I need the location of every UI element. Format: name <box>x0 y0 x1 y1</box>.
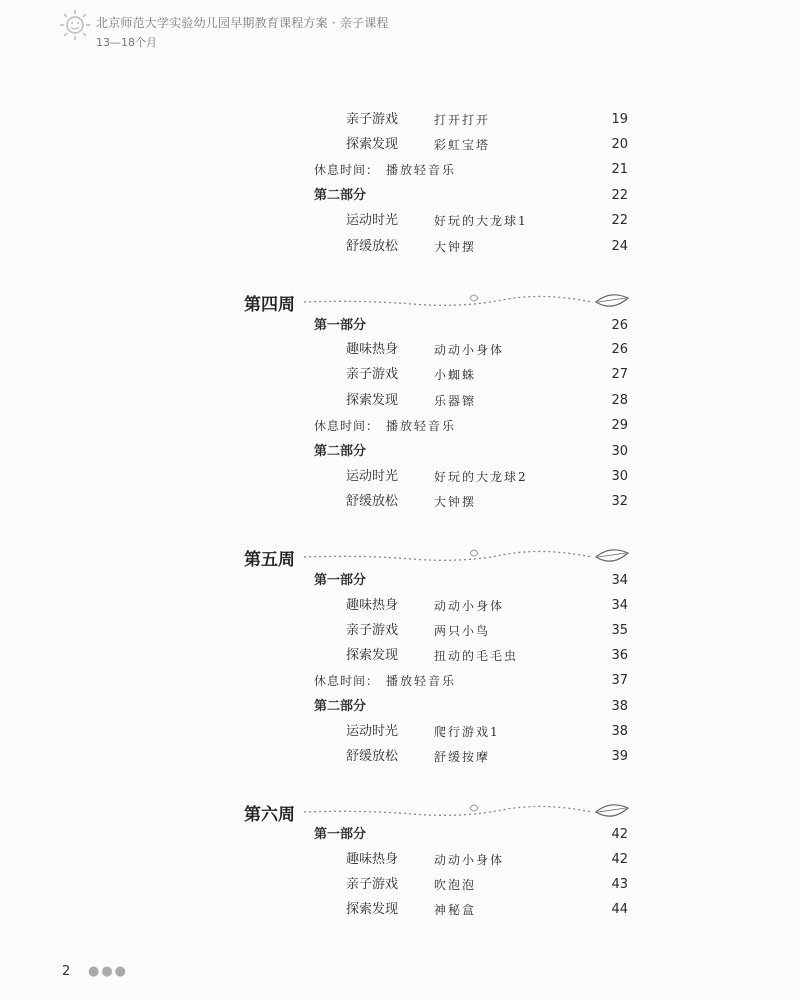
toc-row[interactable] <box>0 620 800 642</box>
toc-row-page: 34 <box>611 598 628 613</box>
week-heading <box>244 543 634 573</box>
toc-row-category: 运动时光 <box>346 213 399 228</box>
toc-row-title: 扭动的毛毛虫 <box>434 649 519 663</box>
toc-part-heading: 第二部分 <box>314 188 367 203</box>
toc-row[interactable] <box>0 159 800 181</box>
toc-row[interactable] <box>0 134 800 156</box>
toc-row-title: 爬行游戏1 <box>434 725 500 739</box>
toc-row-page: 21 <box>611 162 628 177</box>
toc-row-title: 动动小身体 <box>434 599 505 613</box>
toc-row-category: 运动时光 <box>346 469 399 484</box>
toc-row[interactable] <box>0 441 800 463</box>
toc-row-title: 动动小身体 <box>434 853 505 867</box>
toc-row-page: 38 <box>611 724 628 739</box>
toc-row-category: 探索发现 <box>346 393 399 408</box>
toc-row-category: 探索发现 <box>346 137 399 152</box>
dotted-vine-leaf-icon <box>302 290 634 312</box>
toc-row-title: 神秘盒 <box>434 903 477 917</box>
toc-row[interactable] <box>0 185 800 207</box>
toc-row-category: 亲子游戏 <box>346 877 399 892</box>
toc-row-title: 乐器镲 <box>434 394 477 408</box>
toc-row[interactable] <box>0 466 800 488</box>
toc-row-title: 好玩的大龙球2 <box>434 470 528 484</box>
toc-part-heading: 第一部分 <box>314 318 367 333</box>
header-title: 北京师范大学实验幼儿园早期教育课程方案 · 亲子课程 <box>96 16 389 30</box>
toc-row-category: 趣味热身 <box>346 342 399 357</box>
toc-row-category: 趣味热身 <box>346 852 399 867</box>
toc-row[interactable] <box>0 721 800 743</box>
toc-row-category: 亲子游戏 <box>346 112 399 127</box>
toc-row-category: 亲子游戏 <box>346 367 399 382</box>
toc-row[interactable] <box>0 109 800 131</box>
toc-row-page: 43 <box>611 877 628 892</box>
toc-part-heading: 第一部分 <box>314 827 367 842</box>
toc-row-category: 舒缓放松 <box>346 494 399 509</box>
toc-row[interactable] <box>0 415 800 437</box>
toc-part-heading: 第一部分 <box>314 573 367 588</box>
toc-row-title: 播放轻音乐 <box>386 163 457 177</box>
toc-row[interactable] <box>0 339 800 361</box>
toc-row[interactable] <box>0 824 800 846</box>
toc-row-category: 探索发现 <box>346 648 399 663</box>
toc-row-category: 休息时间： <box>314 163 380 177</box>
toc-row[interactable] <box>0 491 800 513</box>
toc-row-page: 30 <box>611 444 628 459</box>
footer-dots-icon: ●●● <box>88 964 129 979</box>
toc-row-title: 舒缓按摩 <box>434 750 491 764</box>
toc-part-heading: 第二部分 <box>314 444 367 459</box>
toc-row[interactable] <box>0 236 800 258</box>
toc-row-title: 打开打开 <box>434 113 491 127</box>
toc-row-category: 探索发现 <box>346 902 399 917</box>
toc-row-title: 播放轻音乐 <box>386 419 457 433</box>
toc-row-page: 38 <box>611 699 628 714</box>
toc-row-category: 运动时光 <box>346 724 399 739</box>
toc-row-title: 吹泡泡 <box>434 878 477 892</box>
toc-row-page: 30 <box>611 469 628 484</box>
header-subtitle: 13—18个月 <box>96 36 157 49</box>
week-label: 第四周 <box>244 295 295 315</box>
toc-row[interactable] <box>0 595 800 617</box>
toc-row-title: 小蜘蛛 <box>434 368 477 382</box>
toc-row[interactable] <box>0 210 800 232</box>
toc-row[interactable] <box>0 670 800 692</box>
toc-row-page: 28 <box>611 393 628 408</box>
toc-row-title: 动动小身体 <box>434 343 505 357</box>
toc-row-category: 舒缓放松 <box>346 239 399 254</box>
toc-row-category: 舒缓放松 <box>346 749 399 764</box>
toc-row-title: 两只小鸟 <box>434 624 491 638</box>
toc-row-page: 35 <box>611 623 628 638</box>
toc-row-page: 20 <box>611 137 628 152</box>
toc-row-title: 彩虹宝塔 <box>434 138 491 152</box>
toc-row-category: 趣味热身 <box>346 598 399 613</box>
page-footer <box>62 964 129 979</box>
toc-row[interactable] <box>0 849 800 871</box>
toc-row-page: 24 <box>611 239 628 254</box>
toc-row-page: 42 <box>611 852 628 867</box>
toc-row[interactable] <box>0 746 800 768</box>
toc-row-page: 29 <box>611 418 628 433</box>
toc-row-page: 39 <box>611 749 628 764</box>
week-label: 第五周 <box>244 550 295 570</box>
toc-row-page: 26 <box>611 342 628 357</box>
week-heading <box>244 288 634 318</box>
toc-row-page: 32 <box>611 494 628 509</box>
toc-row[interactable] <box>0 390 800 412</box>
toc-row-page: 22 <box>611 188 628 203</box>
toc-row-page: 19 <box>611 112 628 127</box>
toc-row[interactable] <box>0 645 800 667</box>
toc-row-category: 休息时间： <box>314 674 380 688</box>
toc-row-page: 26 <box>611 318 628 333</box>
dotted-vine-leaf-icon <box>302 800 634 822</box>
toc-row-title: 大钟摆 <box>434 240 477 254</box>
toc-row-page: 42 <box>611 827 628 842</box>
toc-row-page: 36 <box>611 648 628 663</box>
week-label: 第六周 <box>244 805 295 825</box>
toc-part-heading: 第二部分 <box>314 699 367 714</box>
dotted-vine-leaf-icon <box>302 545 634 567</box>
toc-row-category: 亲子游戏 <box>346 623 399 638</box>
toc-row-title: 好玩的大龙球1 <box>434 214 528 228</box>
toc-row[interactable] <box>0 570 800 592</box>
toc-row-title: 大钟摆 <box>434 495 477 509</box>
toc-row[interactable] <box>0 874 800 896</box>
toc-row[interactable] <box>0 899 800 921</box>
toc-row-title: 播放轻音乐 <box>386 674 457 688</box>
toc-row[interactable] <box>0 696 800 718</box>
toc-row-page: 22 <box>611 213 628 228</box>
toc-row-page: 34 <box>611 573 628 588</box>
toc-row-page: 37 <box>611 673 628 688</box>
toc-row-page: 44 <box>611 902 628 917</box>
toc-row-category: 休息时间： <box>314 419 380 433</box>
toc-row-page: 27 <box>611 367 628 382</box>
toc-row[interactable] <box>0 364 800 386</box>
page-number: 2 <box>62 964 71 979</box>
toc-row[interactable] <box>0 315 800 337</box>
